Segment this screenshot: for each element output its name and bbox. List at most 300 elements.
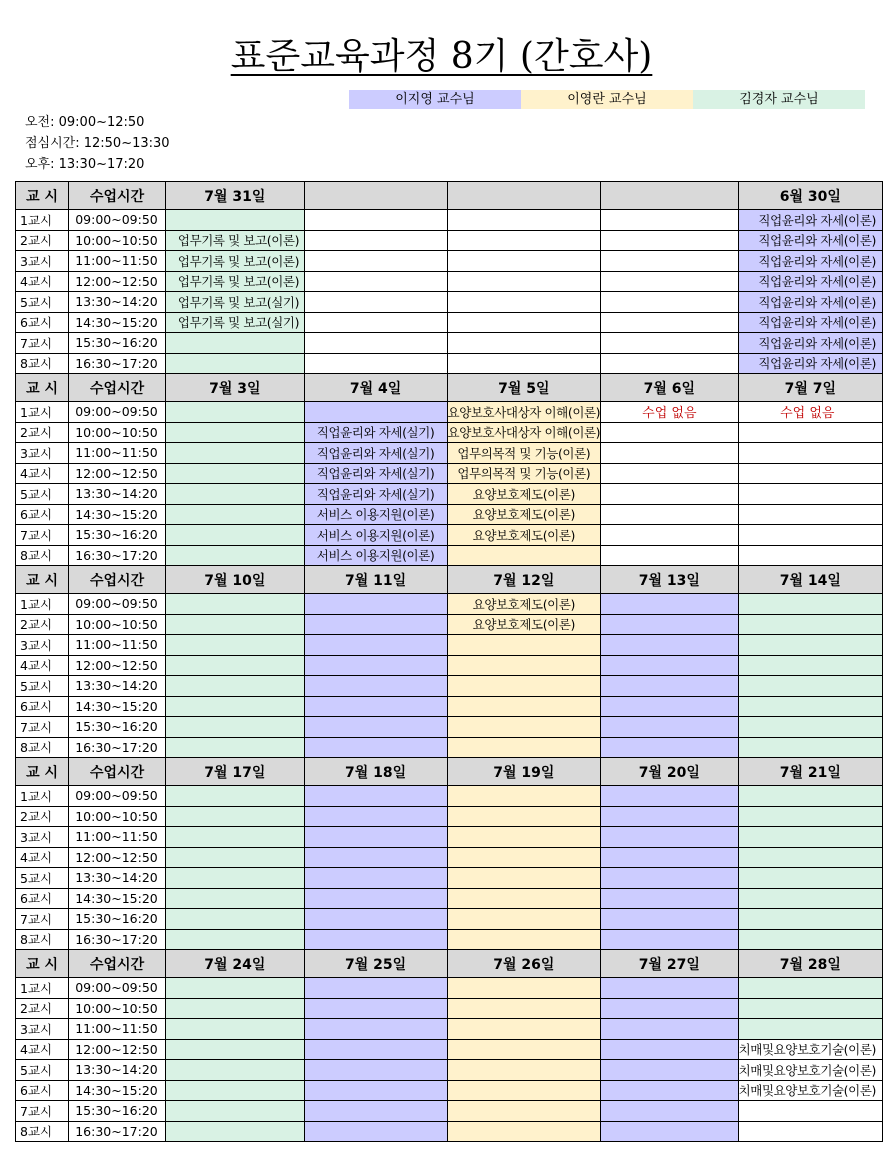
day-header: 7월 19일 bbox=[447, 758, 601, 786]
class-cell bbox=[304, 251, 447, 272]
time-slot: 12:00~12:50 bbox=[69, 655, 166, 676]
class-cell bbox=[165, 888, 304, 909]
class-cell bbox=[165, 333, 304, 354]
class-cell bbox=[165, 525, 304, 546]
schedule-row bbox=[16, 635, 883, 656]
schedule-row bbox=[16, 525, 883, 546]
no-class-label: 수업 없음 bbox=[780, 406, 835, 422]
class-cell bbox=[165, 594, 304, 615]
class-cell bbox=[304, 786, 447, 807]
time-slot: 11:00~11:50 bbox=[69, 635, 166, 656]
class-cell bbox=[738, 786, 882, 807]
period-label: 8교시 bbox=[16, 737, 69, 758]
class-cell bbox=[447, 463, 601, 484]
period-header: 교 시 bbox=[16, 182, 69, 210]
schedule-row bbox=[16, 868, 883, 889]
time-slot: 11:00~11:50 bbox=[69, 827, 166, 848]
class-cell bbox=[165, 210, 304, 231]
lunch-hours: 점심시간: 12:50~13:30 bbox=[25, 136, 170, 151]
day-header: 7월 18일 bbox=[304, 758, 447, 786]
time-slot: 16:30~17:20 bbox=[69, 1121, 166, 1142]
class-cell bbox=[601, 635, 738, 656]
class-cell bbox=[601, 333, 738, 354]
day-header: 6월 30일 bbox=[738, 182, 882, 210]
schedule-row bbox=[16, 1121, 883, 1142]
schedule-row bbox=[16, 210, 883, 231]
class-cell bbox=[165, 1080, 304, 1101]
period-header: 교 시 bbox=[16, 950, 69, 978]
time-slot: 09:00~09:50 bbox=[69, 786, 166, 807]
class-cell bbox=[304, 978, 447, 999]
class-cell bbox=[738, 929, 882, 950]
class-cell bbox=[447, 737, 601, 758]
period-label: 5교시 bbox=[16, 868, 69, 889]
schedule-row bbox=[16, 737, 883, 758]
course-label: 요양보호제도(이론) bbox=[472, 596, 576, 612]
time-slot: 13:30~14:20 bbox=[69, 1060, 166, 1081]
class-cell bbox=[304, 635, 447, 656]
class-cell bbox=[447, 443, 601, 464]
day-header: 7월 4일 bbox=[304, 374, 447, 402]
class-cell bbox=[165, 463, 304, 484]
course-label: 요양보호제도(이론) bbox=[472, 617, 576, 633]
class-cell bbox=[738, 271, 882, 292]
time-slot: 13:30~14:20 bbox=[69, 868, 166, 889]
day-header: 7월 24일 bbox=[165, 950, 304, 978]
course-label: 치매및요양보호기술(이론) bbox=[738, 1083, 876, 1099]
class-cell bbox=[738, 1039, 882, 1060]
class-cell bbox=[165, 978, 304, 999]
course-label: 업무기록 및 보고(실기) bbox=[177, 294, 300, 310]
schedule-row bbox=[16, 1060, 883, 1081]
schedule-row bbox=[16, 676, 883, 697]
afternoon-hours: 오후: 13:30~17:20 bbox=[25, 157, 145, 172]
week-header-row bbox=[16, 566, 883, 594]
class-cell bbox=[738, 292, 882, 313]
class-cell bbox=[165, 696, 304, 717]
course-label: 서비스 이용지원(이론) bbox=[316, 548, 435, 564]
day-header: 7월 27일 bbox=[601, 950, 738, 978]
day-header: 7월 3일 bbox=[165, 374, 304, 402]
time-slot: 14:30~15:20 bbox=[69, 1080, 166, 1101]
class-cell bbox=[165, 230, 304, 251]
class-cell bbox=[738, 847, 882, 868]
period-label: 7교시 bbox=[16, 1101, 69, 1122]
class-cell bbox=[601, 251, 738, 272]
time-slot: 09:00~09:50 bbox=[69, 978, 166, 999]
period-label: 3교시 bbox=[16, 635, 69, 656]
class-cell bbox=[165, 402, 304, 423]
class-cell bbox=[601, 1121, 738, 1142]
course-label: 직업윤리와 자세(이론) bbox=[758, 212, 876, 228]
class-cell bbox=[601, 210, 738, 231]
period-label: 4교시 bbox=[16, 271, 69, 292]
period-header: 교 시 bbox=[16, 374, 69, 402]
class-cell bbox=[601, 888, 738, 909]
legend-item-instructor-1: 이지영 교수님 bbox=[349, 90, 521, 109]
class-cell bbox=[738, 676, 882, 697]
period-label: 4교시 bbox=[16, 655, 69, 676]
schedule-row bbox=[16, 230, 883, 251]
period-label: 6교시 bbox=[16, 1080, 69, 1101]
course-label: 직업윤리와 자세(이론) bbox=[758, 233, 876, 249]
class-cell bbox=[447, 504, 601, 525]
class-cell bbox=[304, 271, 447, 292]
class-cell bbox=[738, 443, 882, 464]
schedule-row bbox=[16, 422, 883, 443]
class-cell bbox=[447, 1101, 601, 1122]
class-cell bbox=[165, 1019, 304, 1040]
period-label: 8교시 bbox=[16, 1121, 69, 1142]
class-cell bbox=[165, 635, 304, 656]
class-cell bbox=[447, 312, 601, 333]
class-cell bbox=[601, 545, 738, 566]
class-cell bbox=[738, 525, 882, 546]
class-cell bbox=[738, 504, 882, 525]
class-cell bbox=[738, 463, 882, 484]
class-cell bbox=[601, 847, 738, 868]
schedule-row bbox=[16, 353, 883, 374]
day-header: 7월 28일 bbox=[738, 950, 882, 978]
class-cell bbox=[447, 545, 601, 566]
class-cell bbox=[165, 786, 304, 807]
schedule-row bbox=[16, 594, 883, 615]
time-slot: 11:00~11:50 bbox=[69, 1019, 166, 1040]
course-label: 업무기록 및 보고(이론) bbox=[177, 274, 300, 290]
schedule-row bbox=[16, 333, 883, 354]
course-label: 요양보호제도(이론) bbox=[472, 527, 576, 543]
class-cell bbox=[738, 333, 882, 354]
class-cell bbox=[447, 827, 601, 848]
period-label: 3교시 bbox=[16, 1019, 69, 1040]
time-slot: 14:30~15:20 bbox=[69, 504, 166, 525]
time-header: 수업시간 bbox=[69, 758, 166, 786]
time-slot: 14:30~15:20 bbox=[69, 696, 166, 717]
class-cell bbox=[601, 1039, 738, 1060]
time-header: 수업시간 bbox=[69, 950, 166, 978]
class-cell bbox=[304, 333, 447, 354]
day-header: 7월 14일 bbox=[738, 566, 882, 594]
class-cell bbox=[738, 614, 882, 635]
class-cell bbox=[165, 292, 304, 313]
time-slot: 09:00~09:50 bbox=[69, 594, 166, 615]
schedule-row bbox=[16, 1039, 883, 1060]
course-label: 직업윤리와 자세(이론) bbox=[758, 356, 876, 372]
schedule-row bbox=[16, 998, 883, 1019]
class-cell bbox=[738, 594, 882, 615]
class-cell bbox=[165, 422, 304, 443]
period-label: 2교시 bbox=[16, 422, 69, 443]
class-cell bbox=[738, 402, 882, 423]
class-cell bbox=[447, 230, 601, 251]
day-header bbox=[447, 182, 601, 210]
class-cell bbox=[447, 929, 601, 950]
class-cell bbox=[738, 1080, 882, 1101]
period-label: 1교시 bbox=[16, 978, 69, 999]
day-header: 7월 7일 bbox=[738, 374, 882, 402]
course-label: 업무의목적 및 기능(이론) bbox=[457, 445, 591, 461]
class-cell bbox=[447, 353, 601, 374]
day-header: 7월 21일 bbox=[738, 758, 882, 786]
time-slot: 10:00~10:50 bbox=[69, 806, 166, 827]
day-header: 7월 5일 bbox=[447, 374, 601, 402]
period-label: 2교시 bbox=[16, 806, 69, 827]
class-cell bbox=[304, 1039, 447, 1060]
class-cell bbox=[447, 594, 601, 615]
time-slot: 14:30~15:20 bbox=[69, 888, 166, 909]
period-label: 7교시 bbox=[16, 717, 69, 738]
class-cell bbox=[601, 614, 738, 635]
class-cell bbox=[601, 998, 738, 1019]
time-slot: 13:30~14:20 bbox=[69, 292, 166, 313]
period-label: 3교시 bbox=[16, 827, 69, 848]
class-cell bbox=[165, 806, 304, 827]
schedule-row bbox=[16, 717, 883, 738]
class-cell bbox=[304, 402, 447, 423]
course-label: 업무의목적 및 기능(이론) bbox=[457, 466, 591, 482]
class-cell bbox=[304, 696, 447, 717]
schedule-row bbox=[16, 655, 883, 676]
class-cell bbox=[601, 402, 738, 423]
period-label: 4교시 bbox=[16, 1039, 69, 1060]
class-cell bbox=[304, 353, 447, 374]
course-label: 직업윤리와 자세(실기) bbox=[316, 486, 435, 502]
class-cell bbox=[304, 545, 447, 566]
class-cell bbox=[304, 230, 447, 251]
period-label: 3교시 bbox=[16, 251, 69, 272]
time-slot: 12:00~12:50 bbox=[69, 1039, 166, 1060]
class-cell bbox=[447, 786, 601, 807]
class-cell bbox=[601, 292, 738, 313]
class-cell bbox=[738, 484, 882, 505]
class-cell bbox=[165, 998, 304, 1019]
course-label: 직업윤리와 자세(이론) bbox=[758, 315, 876, 331]
period-label: 2교시 bbox=[16, 998, 69, 1019]
week-header-row bbox=[16, 758, 883, 786]
period-label: 1교시 bbox=[16, 210, 69, 231]
course-label: 서비스 이용지원(이론) bbox=[316, 507, 435, 523]
time-header: 수업시간 bbox=[69, 566, 166, 594]
class-cell bbox=[447, 271, 601, 292]
time-slot: 16:30~17:20 bbox=[69, 929, 166, 950]
class-cell bbox=[447, 806, 601, 827]
schedule-row bbox=[16, 504, 883, 525]
schedule-row bbox=[16, 443, 883, 464]
class-cell bbox=[738, 998, 882, 1019]
schedule-row bbox=[16, 292, 883, 313]
class-cell bbox=[738, 230, 882, 251]
class-cell bbox=[601, 737, 738, 758]
class-cell bbox=[304, 868, 447, 889]
week-header-row bbox=[16, 950, 883, 978]
legend-item-instructor-3: 김경자 교수님 bbox=[693, 90, 865, 109]
class-cell bbox=[601, 1080, 738, 1101]
class-cell bbox=[304, 525, 447, 546]
class-cell bbox=[165, 271, 304, 292]
schedule-row bbox=[16, 545, 883, 566]
class-cell bbox=[165, 1101, 304, 1122]
class-cell bbox=[447, 655, 601, 676]
class-cell bbox=[601, 868, 738, 889]
class-cell bbox=[304, 827, 447, 848]
class-cell bbox=[304, 847, 447, 868]
schedule-row bbox=[16, 251, 883, 272]
class-cell bbox=[165, 1039, 304, 1060]
time-slot: 09:00~09:50 bbox=[69, 210, 166, 231]
class-cell bbox=[447, 847, 601, 868]
time-slot: 15:30~16:20 bbox=[69, 525, 166, 546]
class-cell bbox=[304, 929, 447, 950]
time-slot: 12:00~12:50 bbox=[69, 463, 166, 484]
time-slot: 13:30~14:20 bbox=[69, 484, 166, 505]
time-slot: 14:30~15:20 bbox=[69, 312, 166, 333]
class-cell bbox=[601, 929, 738, 950]
legend-item-instructor-2: 이영란 교수님 bbox=[521, 90, 693, 109]
class-cell bbox=[447, 868, 601, 889]
class-cell bbox=[165, 251, 304, 272]
time-slot: 13:30~14:20 bbox=[69, 676, 166, 697]
page-title-text: 표준교육과정 8기 (간호사) bbox=[230, 36, 653, 77]
day-header: 7월 20일 bbox=[601, 758, 738, 786]
time-slot: 10:00~10:50 bbox=[69, 230, 166, 251]
class-cell bbox=[447, 635, 601, 656]
class-cell bbox=[304, 312, 447, 333]
class-cell bbox=[447, 696, 601, 717]
class-cell bbox=[601, 422, 738, 443]
time-slot: 10:00~10:50 bbox=[69, 422, 166, 443]
period-label: 7교시 bbox=[16, 525, 69, 546]
time-slot: 15:30~16:20 bbox=[69, 333, 166, 354]
class-cell bbox=[447, 1080, 601, 1101]
class-cell bbox=[738, 806, 882, 827]
class-cell bbox=[601, 1060, 738, 1081]
schedule-row bbox=[16, 696, 883, 717]
class-cell bbox=[165, 827, 304, 848]
class-cell bbox=[447, 998, 601, 1019]
period-header: 교 시 bbox=[16, 758, 69, 786]
class-cell bbox=[601, 594, 738, 615]
class-cell bbox=[304, 737, 447, 758]
day-header: 7월 17일 bbox=[165, 758, 304, 786]
class-cell bbox=[165, 484, 304, 505]
class-cell bbox=[304, 1121, 447, 1142]
class-cell bbox=[601, 484, 738, 505]
class-cell bbox=[447, 525, 601, 546]
class-cell bbox=[601, 312, 738, 333]
class-cell bbox=[738, 909, 882, 930]
class-cell bbox=[304, 909, 447, 930]
day-header: 7월 10일 bbox=[165, 566, 304, 594]
period-label: 2교시 bbox=[16, 230, 69, 251]
time-slot: 12:00~12:50 bbox=[69, 847, 166, 868]
period-label: 8교시 bbox=[16, 929, 69, 950]
class-cell bbox=[304, 1019, 447, 1040]
morning-hours: 오전: 09:00~12:50 bbox=[25, 115, 145, 130]
period-label: 7교시 bbox=[16, 333, 69, 354]
class-cell bbox=[165, 737, 304, 758]
class-cell bbox=[601, 504, 738, 525]
class-cell bbox=[165, 504, 304, 525]
class-cell bbox=[447, 1019, 601, 1040]
class-cell bbox=[738, 1060, 882, 1081]
course-label: 업무기록 및 보고(이론) bbox=[177, 253, 300, 269]
course-label: 직업윤리와 자세(이론) bbox=[758, 253, 876, 269]
class-cell bbox=[165, 909, 304, 930]
class-cell bbox=[304, 463, 447, 484]
class-cell bbox=[738, 978, 882, 999]
period-label: 6교시 bbox=[16, 888, 69, 909]
time-slot: 09:00~09:50 bbox=[69, 402, 166, 423]
class-cell bbox=[447, 1060, 601, 1081]
class-cell bbox=[304, 717, 447, 738]
period-label: 8교시 bbox=[16, 545, 69, 566]
period-label: 8교시 bbox=[16, 353, 69, 374]
class-cell bbox=[304, 676, 447, 697]
class-cell bbox=[304, 806, 447, 827]
time-slot: 15:30~16:20 bbox=[69, 909, 166, 930]
schedule-row bbox=[16, 614, 883, 635]
class-cell bbox=[304, 1101, 447, 1122]
period-label: 1교시 bbox=[16, 786, 69, 807]
class-cell bbox=[304, 210, 447, 231]
course-label: 직업윤리와 자세(실기) bbox=[316, 445, 435, 461]
class-cell bbox=[738, 1121, 882, 1142]
class-cell bbox=[304, 888, 447, 909]
class-cell bbox=[165, 545, 304, 566]
class-cell bbox=[601, 525, 738, 546]
period-label: 5교시 bbox=[16, 1060, 69, 1081]
period-label: 6교시 bbox=[16, 504, 69, 525]
time-slot: 12:00~12:50 bbox=[69, 271, 166, 292]
class-cell bbox=[738, 1019, 882, 1040]
course-label: 직업윤리와 자세(실기) bbox=[316, 425, 435, 441]
class-cell bbox=[447, 717, 601, 738]
schedule-row bbox=[16, 1080, 883, 1101]
class-cell bbox=[304, 504, 447, 525]
week-header-row bbox=[16, 374, 883, 402]
class-cell bbox=[601, 978, 738, 999]
schedule-table bbox=[15, 181, 883, 1142]
class-cell bbox=[304, 998, 447, 1019]
hours-info bbox=[25, 112, 170, 175]
class-cell bbox=[304, 1060, 447, 1081]
class-cell bbox=[165, 655, 304, 676]
class-cell bbox=[447, 251, 601, 272]
day-header: 7월 12일 bbox=[447, 566, 601, 594]
period-label: 5교시 bbox=[16, 484, 69, 505]
schedule-row bbox=[16, 271, 883, 292]
class-cell bbox=[447, 1039, 601, 1060]
period-label: 5교시 bbox=[16, 292, 69, 313]
class-cell bbox=[601, 271, 738, 292]
class-cell bbox=[447, 484, 601, 505]
schedule-row bbox=[16, 909, 883, 930]
class-cell bbox=[601, 696, 738, 717]
class-cell bbox=[601, 1101, 738, 1122]
course-label: 요양보호제도(이론) bbox=[472, 486, 576, 502]
class-cell bbox=[738, 827, 882, 848]
time-slot: 15:30~16:20 bbox=[69, 717, 166, 738]
class-cell bbox=[447, 1121, 601, 1142]
class-cell bbox=[601, 230, 738, 251]
period-label: 6교시 bbox=[16, 696, 69, 717]
course-label: 치매및요양보호기술(이론) bbox=[738, 1042, 876, 1058]
class-cell bbox=[165, 847, 304, 868]
schedule-row bbox=[16, 463, 883, 484]
class-cell bbox=[601, 806, 738, 827]
schedule-row bbox=[16, 847, 883, 868]
schedule-row bbox=[16, 806, 883, 827]
